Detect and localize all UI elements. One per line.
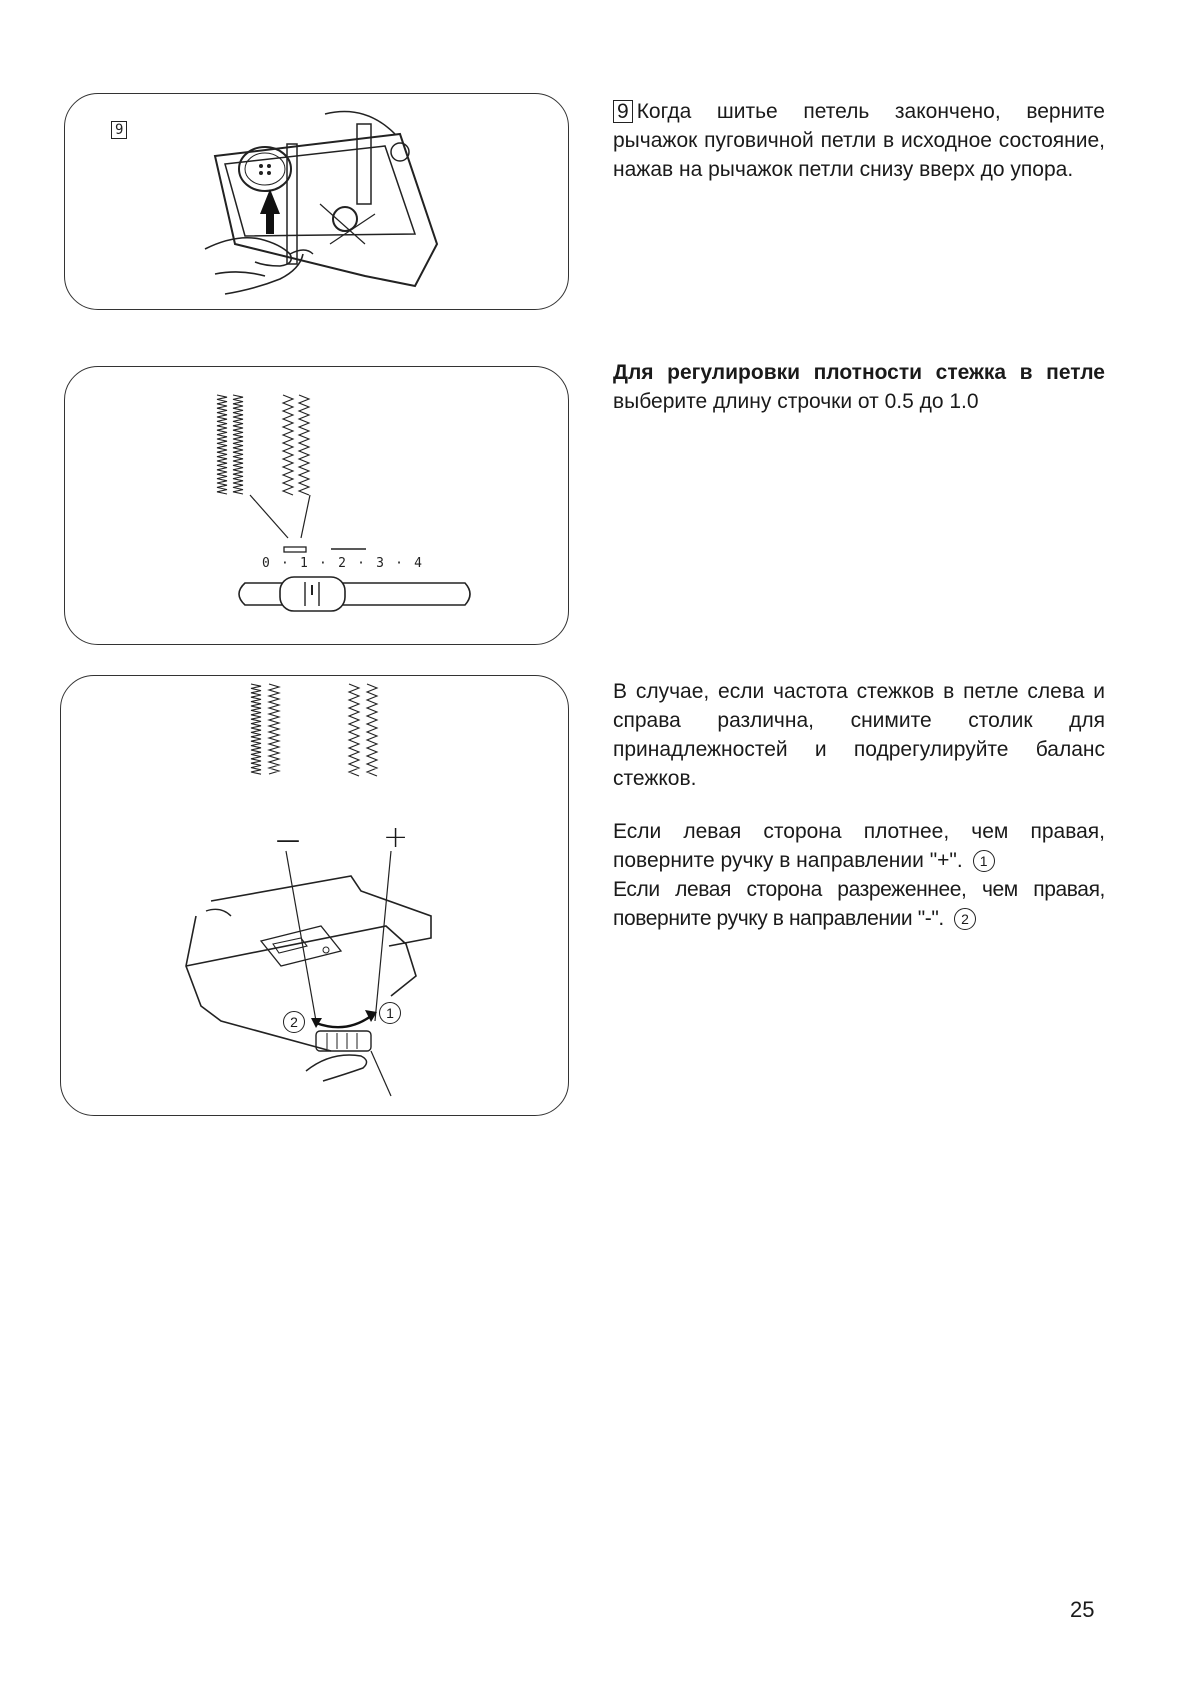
bold-heading: Для регулировки плотности стежка в петле [613, 361, 1105, 384]
balance-plus-text: Если левая сторона плотнее, чем правая, поверните ручку в направлении "+". [613, 820, 1105, 872]
section-stitch-balance [613, 677, 1105, 933]
balance-intro: В случае, если частота стежков в петле слева и справа различна, снимите столик для принадлежностей и подрегулируйте баланс стежков. [613, 680, 1105, 790]
stitch-zigzag [367, 684, 377, 776]
scale-label: · [357, 556, 365, 571]
buttonhole-foot-illustration [65, 94, 568, 309]
marker-2: 2 [954, 908, 976, 930]
stitch-zigzag [233, 395, 243, 494]
scale-label: 2 [338, 556, 346, 571]
balance-minus-text: Если левая сторона разреженнее, чем правая, поверните ручку в направлении "-". [613, 878, 1105, 930]
stitch-zigzag [217, 395, 227, 494]
balance-plus-instruction [613, 817, 1105, 875]
figure-panel-lever [64, 93, 569, 310]
section-stitch-density [613, 358, 1105, 416]
stitch-zigzag [269, 684, 279, 774]
figure-panel-stitch-balance [60, 675, 569, 1116]
minus-label: — [276, 826, 300, 854]
scale-label: 0 [262, 556, 270, 571]
scale-label: 4 [414, 556, 422, 571]
balance-knob-illustration [61, 676, 568, 1115]
page-number: 25 [1070, 1597, 1095, 1622]
marker-1: 1 [973, 850, 995, 872]
plus-label: + [383, 820, 409, 855]
section-lever-reset [613, 97, 1105, 184]
balance-minus-instruction [613, 875, 1105, 933]
direction-marker-2: 2 [283, 1011, 305, 1033]
scale-label: 3 [376, 556, 384, 571]
scale-label: 1 [300, 556, 308, 571]
instruction-body: выберите длину строчки от 0.5 до 1.0 [613, 390, 979, 413]
instruction-text [613, 97, 1105, 184]
scale-label: · [319, 556, 327, 571]
stitch-length-scale [262, 556, 422, 571]
stitch-zigzag [283, 395, 293, 495]
stitch-zigzag [251, 684, 261, 774]
step-number-box: 9 [613, 100, 633, 123]
scale-label: · [281, 556, 289, 571]
stitch-zigzag [349, 684, 359, 776]
figure-step-label: 9 [111, 121, 127, 139]
scale-label: · [395, 556, 403, 571]
figure-panel-stitch-length [64, 366, 569, 645]
stitch-length-dial-illustration [65, 367, 568, 644]
instruction-body: Когда шитье петель закончено, верните рычажок пуговичной петли в исходное состояние, нажав на рычажок петли снизу вверх до упора. [613, 100, 1105, 181]
stitch-zigzag [299, 395, 309, 495]
direction-marker-1: 1 [379, 1002, 401, 1024]
instruction-text [613, 358, 1105, 416]
